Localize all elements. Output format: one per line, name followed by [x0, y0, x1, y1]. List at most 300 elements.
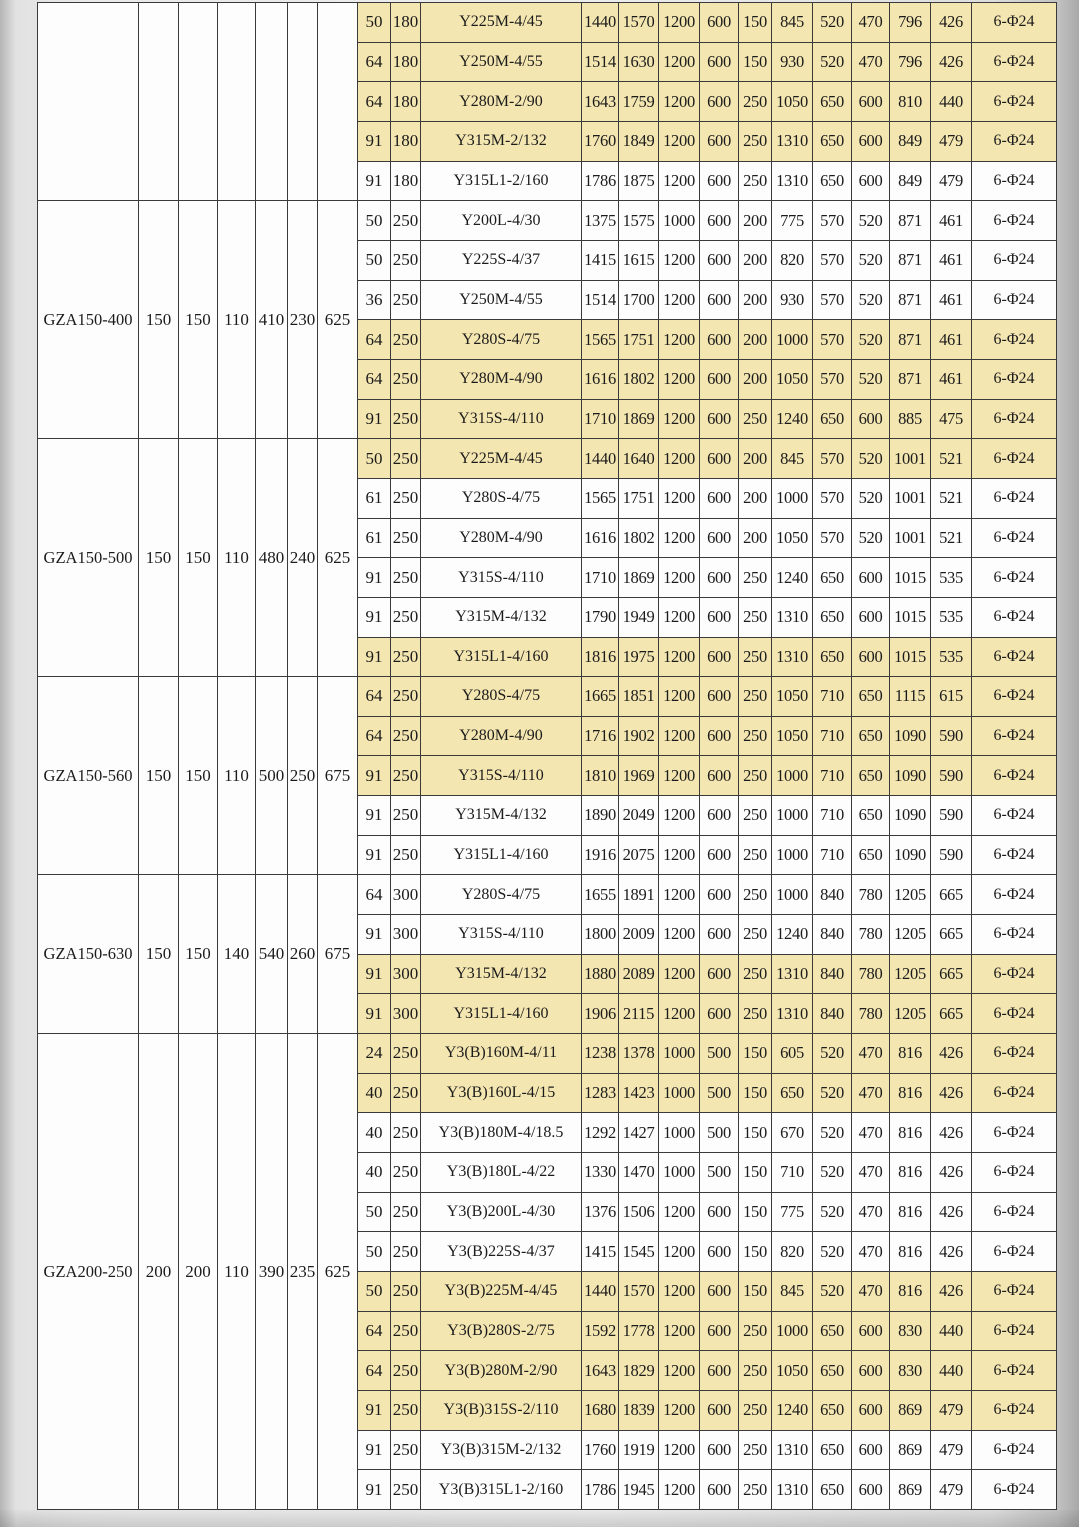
value-cell: 1310 [772, 597, 813, 637]
value-cell: 250 [391, 1034, 421, 1074]
dim-cell: 250 [288, 677, 318, 875]
value-cell: 869 [890, 1430, 931, 1470]
motor-model-cell: Y3(B)315M-2/132 [421, 1430, 582, 1470]
value-cell: 816 [890, 1153, 931, 1193]
value-cell: 1643 [582, 1351, 619, 1391]
value-cell: 440 [931, 82, 972, 122]
bolt-holes-cell: 6-Φ24 [972, 1073, 1057, 1113]
value-cell: 520 [852, 478, 890, 518]
value-cell: 1200 [659, 716, 700, 756]
value-cell: 1000 [772, 875, 813, 915]
value-cell: 1655 [582, 875, 619, 915]
value-cell: 1000 [659, 201, 700, 241]
dim-cell: 410 [256, 201, 288, 439]
value-cell: 871 [890, 201, 931, 241]
value-cell: 1001 [890, 478, 931, 518]
value-cell: 1200 [659, 3, 700, 43]
value-cell: 1015 [890, 637, 931, 677]
value-cell: 479 [931, 1470, 972, 1510]
value-cell: 1829 [619, 1351, 659, 1391]
value-cell: 91 [358, 1470, 391, 1510]
value-cell: 1200 [659, 954, 700, 994]
value-cell: 535 [931, 637, 972, 677]
value-cell: 1000 [659, 1073, 700, 1113]
value-cell: 570 [813, 201, 852, 241]
bolt-holes-cell: 6-Φ24 [972, 875, 1057, 915]
value-cell: 250 [391, 1430, 421, 1470]
value-cell: 845 [772, 439, 813, 479]
value-cell: 50 [358, 201, 391, 241]
value-cell: 1680 [582, 1390, 619, 1430]
value-cell: 670 [772, 1113, 813, 1153]
value-cell: 150 [739, 1153, 772, 1193]
value-cell: 200 [739, 439, 772, 479]
value-cell: 2075 [619, 835, 659, 875]
value-cell: 1839 [619, 1390, 659, 1430]
dim-cell [179, 3, 218, 201]
dim-cell: 230 [288, 201, 318, 439]
value-cell: 1916 [582, 835, 619, 875]
value-cell: 830 [890, 1311, 931, 1351]
value-cell: 250 [739, 1430, 772, 1470]
value-cell: 520 [813, 1034, 852, 1074]
value-cell: 600 [700, 439, 739, 479]
value-cell: 1440 [582, 439, 619, 479]
motor-model-cell: Y315M-4/132 [421, 597, 582, 637]
motor-model-cell: Y3(B)160L-4/15 [421, 1073, 582, 1113]
value-cell: 250 [391, 1153, 421, 1193]
value-cell: 1716 [582, 716, 619, 756]
motor-model-cell: Y280S-4/75 [421, 320, 582, 360]
bolt-holes-cell: 6-Φ24 [972, 1232, 1057, 1272]
value-cell: 710 [813, 835, 852, 875]
value-cell: 570 [813, 280, 852, 320]
value-cell: 1000 [659, 1153, 700, 1193]
value-cell: 600 [852, 1311, 890, 1351]
value-cell: 1969 [619, 756, 659, 796]
motor-model-cell: Y280M-4/90 [421, 518, 582, 558]
value-cell: 1778 [619, 1311, 659, 1351]
value-cell: 91 [358, 915, 391, 955]
value-cell: 2049 [619, 796, 659, 836]
value-cell: 600 [700, 121, 739, 161]
value-cell: 1919 [619, 1430, 659, 1470]
value-cell: 796 [890, 3, 931, 43]
value-cell: 64 [358, 677, 391, 717]
value-cell: 1090 [890, 756, 931, 796]
value-cell: 1376 [582, 1192, 619, 1232]
value-cell: 150 [739, 1034, 772, 1074]
value-cell: 1001 [890, 439, 931, 479]
value-cell: 300 [391, 994, 421, 1034]
spec-table-body [38, 3, 1057, 1510]
value-cell: 1565 [582, 320, 619, 360]
value-cell: 520 [813, 1153, 852, 1193]
value-cell: 650 [813, 82, 852, 122]
value-cell: 600 [700, 1430, 739, 1470]
value-cell: 615 [931, 677, 972, 717]
value-cell: 300 [391, 954, 421, 994]
value-cell: 1616 [582, 518, 619, 558]
value-cell: 600 [852, 399, 890, 439]
value-cell: 1514 [582, 42, 619, 82]
value-cell: 840 [813, 915, 852, 955]
dim-cell [139, 3, 179, 201]
motor-model-cell: Y315L1-4/160 [421, 994, 582, 1034]
value-cell: 440 [931, 1351, 972, 1391]
motor-model-cell: Y315S-4/110 [421, 558, 582, 598]
value-cell: 150 [739, 3, 772, 43]
bolt-holes-cell: 6-Φ24 [972, 201, 1057, 241]
value-cell: 1000 [772, 756, 813, 796]
value-cell: 1050 [772, 359, 813, 399]
value-cell: 250 [739, 954, 772, 994]
value-cell: 600 [700, 1232, 739, 1272]
value-cell: 780 [852, 994, 890, 1034]
value-cell: 590 [931, 716, 972, 756]
value-cell: 2115 [619, 994, 659, 1034]
value-cell: 1000 [659, 1113, 700, 1153]
value-cell: 520 [813, 3, 852, 43]
value-cell: 250 [391, 716, 421, 756]
bolt-holes-cell: 6-Φ24 [972, 835, 1057, 875]
value-cell: 780 [852, 875, 890, 915]
value-cell: 1240 [772, 558, 813, 598]
value-cell: 91 [358, 637, 391, 677]
value-cell: 250 [739, 716, 772, 756]
value-cell: 780 [852, 954, 890, 994]
value-cell: 520 [852, 240, 890, 280]
value-cell: 600 [852, 1351, 890, 1391]
value-cell: 520 [813, 1272, 852, 1312]
value-cell: 1790 [582, 597, 619, 637]
value-cell: 665 [931, 915, 972, 955]
value-cell: 1891 [619, 875, 659, 915]
dim-cell: 150 [139, 439, 179, 677]
value-cell: 250 [391, 478, 421, 518]
value-cell: 250 [739, 1351, 772, 1391]
model-cell: GZA150-500 [38, 439, 139, 677]
value-cell: 91 [358, 1390, 391, 1430]
value-cell: 24 [358, 1034, 391, 1074]
table-row [38, 201, 1057, 241]
value-cell: 1200 [659, 1430, 700, 1470]
value-cell: 600 [700, 280, 739, 320]
value-cell: 250 [391, 558, 421, 598]
model-cell: GZA150-400 [38, 201, 139, 439]
value-cell: 91 [358, 835, 391, 875]
value-cell: 1902 [619, 716, 659, 756]
value-cell: 1200 [659, 1311, 700, 1351]
motor-model-cell: Y225M-4/45 [421, 3, 582, 43]
value-cell: 650 [852, 835, 890, 875]
value-cell: 820 [772, 1232, 813, 1272]
value-cell: 710 [813, 756, 852, 796]
value-cell: 91 [358, 796, 391, 836]
value-cell: 930 [772, 42, 813, 82]
value-cell: 300 [391, 875, 421, 915]
value-cell: 426 [931, 1232, 972, 1272]
value-cell: 521 [931, 518, 972, 558]
value-cell: 1423 [619, 1073, 659, 1113]
value-cell: 426 [931, 1113, 972, 1153]
value-cell: 1816 [582, 637, 619, 677]
value-cell: 250 [391, 597, 421, 637]
bolt-holes-cell: 6-Φ24 [972, 1034, 1057, 1074]
value-cell: 1205 [890, 915, 931, 955]
value-cell: 840 [813, 954, 852, 994]
value-cell: 871 [890, 280, 931, 320]
value-cell: 470 [852, 1034, 890, 1074]
value-cell: 521 [931, 478, 972, 518]
value-cell: 1906 [582, 994, 619, 1034]
value-cell: 1050 [772, 518, 813, 558]
bolt-holes-cell: 6-Φ24 [972, 1272, 1057, 1312]
model-cell: GZA150-630 [38, 875, 139, 1034]
value-cell: 600 [852, 82, 890, 122]
motor-model-cell: Y225S-4/37 [421, 240, 582, 280]
bolt-holes-cell: 6-Φ24 [972, 439, 1057, 479]
motor-model-cell: Y3(B)160M-4/11 [421, 1034, 582, 1074]
value-cell: 500 [700, 1153, 739, 1193]
value-cell: 1802 [619, 359, 659, 399]
value-cell: 250 [391, 359, 421, 399]
value-cell: 1630 [619, 42, 659, 82]
value-cell: 250 [391, 637, 421, 677]
value-cell: 61 [358, 518, 391, 558]
value-cell: 1643 [582, 82, 619, 122]
dim-cell: 150 [179, 439, 218, 677]
value-cell: 520 [813, 1113, 852, 1153]
value-cell: 150 [739, 1113, 772, 1153]
dim-cell: 625 [318, 1034, 358, 1510]
value-cell: 250 [739, 637, 772, 677]
value-cell: 1015 [890, 558, 931, 598]
value-cell: 1050 [772, 716, 813, 756]
value-cell: 1875 [619, 161, 659, 201]
value-cell: 600 [700, 875, 739, 915]
value-cell: 1050 [772, 82, 813, 122]
value-cell: 1415 [582, 1232, 619, 1272]
value-cell: 250 [739, 597, 772, 637]
value-cell: 665 [931, 994, 972, 1034]
value-cell: 520 [852, 439, 890, 479]
bolt-holes-cell: 6-Φ24 [972, 954, 1057, 994]
value-cell: 1786 [582, 1470, 619, 1510]
value-cell: 665 [931, 875, 972, 915]
value-cell: 1200 [659, 82, 700, 122]
value-cell: 1310 [772, 1470, 813, 1510]
value-cell: 1090 [890, 835, 931, 875]
value-cell: 1975 [619, 637, 659, 677]
value-cell: 250 [739, 756, 772, 796]
value-cell: 250 [391, 677, 421, 717]
value-cell: 470 [852, 42, 890, 82]
value-cell: 64 [358, 359, 391, 399]
dim-cell [288, 3, 318, 201]
value-cell: 1015 [890, 597, 931, 637]
dim-cell: 200 [179, 1034, 218, 1510]
bolt-holes-cell: 6-Φ24 [972, 161, 1057, 201]
value-cell: 91 [358, 597, 391, 637]
value-cell: 64 [358, 1311, 391, 1351]
value-cell: 1200 [659, 915, 700, 955]
value-cell: 1700 [619, 280, 659, 320]
value-cell: 440 [931, 1311, 972, 1351]
bolt-holes-cell: 6-Φ24 [972, 399, 1057, 439]
value-cell: 520 [852, 320, 890, 360]
value-cell: 250 [739, 161, 772, 201]
dim-cell: 480 [256, 439, 288, 677]
model-cell: GZA150-560 [38, 677, 139, 875]
value-cell: 250 [391, 1390, 421, 1430]
value-cell: 250 [391, 1311, 421, 1351]
motor-model-cell: Y3(B)180M-4/18.5 [421, 1113, 582, 1153]
value-cell: 845 [772, 1272, 813, 1312]
value-cell: 300 [391, 915, 421, 955]
value-cell: 1200 [659, 796, 700, 836]
value-cell: 180 [391, 121, 421, 161]
dim-cell: 110 [218, 439, 256, 677]
value-cell: 50 [358, 1272, 391, 1312]
value-cell: 1200 [659, 518, 700, 558]
value-cell: 91 [358, 1430, 391, 1470]
value-cell: 50 [358, 1232, 391, 1272]
dim-cell: 140 [218, 875, 256, 1034]
value-cell: 650 [813, 399, 852, 439]
value-cell: 1200 [659, 320, 700, 360]
value-cell: 91 [358, 399, 391, 439]
table-row [38, 1034, 1057, 1074]
motor-model-cell: Y315S-4/110 [421, 399, 582, 439]
bolt-holes-cell: 6-Φ24 [972, 1153, 1057, 1193]
value-cell: 500 [700, 1113, 739, 1153]
bolt-holes-cell: 6-Φ24 [972, 1390, 1057, 1430]
value-cell: 91 [358, 954, 391, 994]
dim-cell: 260 [288, 875, 318, 1034]
value-cell: 520 [813, 1192, 852, 1232]
value-cell: 1200 [659, 240, 700, 280]
value-cell: 535 [931, 558, 972, 598]
value-cell: 600 [852, 1390, 890, 1430]
value-cell: 2089 [619, 954, 659, 994]
value-cell: 426 [931, 1034, 972, 1074]
value-cell: 665 [931, 954, 972, 994]
value-cell: 849 [890, 121, 931, 161]
value-cell: 1802 [619, 518, 659, 558]
value-cell: 61 [358, 478, 391, 518]
value-cell: 200 [739, 478, 772, 518]
value-cell: 1565 [582, 478, 619, 518]
value-cell: 600 [700, 756, 739, 796]
value-cell: 250 [739, 399, 772, 439]
bolt-holes-cell: 6-Φ24 [972, 994, 1057, 1034]
value-cell: 830 [890, 1351, 931, 1391]
value-cell: 1310 [772, 954, 813, 994]
table-row [38, 439, 1057, 479]
value-cell: 1000 [772, 835, 813, 875]
value-cell: 470 [852, 1113, 890, 1153]
value-cell: 470 [852, 1272, 890, 1312]
value-cell: 710 [813, 716, 852, 756]
motor-model-cell: Y3(B)315S-2/110 [421, 1390, 582, 1430]
value-cell: 650 [852, 756, 890, 796]
value-cell: 1200 [659, 677, 700, 717]
value-cell: 600 [700, 518, 739, 558]
value-cell: 1000 [772, 1311, 813, 1351]
value-cell: 1616 [582, 359, 619, 399]
value-cell: 521 [931, 439, 972, 479]
value-cell: 50 [358, 1192, 391, 1232]
bolt-holes-cell: 6-Φ24 [972, 82, 1057, 122]
value-cell: 1470 [619, 1153, 659, 1193]
bolt-holes-cell: 6-Φ24 [972, 320, 1057, 360]
value-cell: 426 [931, 1073, 972, 1113]
motor-model-cell: Y280M-2/90 [421, 82, 582, 122]
value-cell: 1050 [772, 677, 813, 717]
bolt-holes-cell: 6-Φ24 [972, 1351, 1057, 1391]
value-cell: 461 [931, 320, 972, 360]
value-cell: 600 [700, 1470, 739, 1510]
value-cell: 479 [931, 161, 972, 201]
value-cell: 1869 [619, 399, 659, 439]
value-cell: 600 [700, 915, 739, 955]
value-cell: 1310 [772, 994, 813, 1034]
value-cell: 1506 [619, 1192, 659, 1232]
value-cell: 650 [772, 1073, 813, 1113]
value-cell: 600 [700, 3, 739, 43]
value-cell: 816 [890, 1073, 931, 1113]
page-bottom-shadow [0, 1510, 1079, 1527]
motor-model-cell: Y250M-4/55 [421, 280, 582, 320]
value-cell: 1200 [659, 399, 700, 439]
motor-model-cell: Y315M-4/132 [421, 796, 582, 836]
value-cell: 426 [931, 1272, 972, 1312]
bolt-holes-cell: 6-Φ24 [972, 3, 1057, 43]
value-cell: 570 [813, 320, 852, 360]
motor-model-cell: Y3(B)200L-4/30 [421, 1192, 582, 1232]
value-cell: 1570 [619, 1272, 659, 1312]
motor-model-cell: Y315M-2/132 [421, 121, 582, 161]
value-cell: 600 [852, 637, 890, 677]
value-cell: 775 [772, 1192, 813, 1232]
value-cell: 650 [813, 558, 852, 598]
value-cell: 600 [852, 597, 890, 637]
bolt-holes-cell: 6-Φ24 [972, 240, 1057, 280]
value-cell: 570 [813, 439, 852, 479]
value-cell: 475 [931, 399, 972, 439]
dim-cell [318, 3, 358, 201]
dim-cell: 150 [179, 875, 218, 1034]
value-cell: 650 [813, 1430, 852, 1470]
value-cell: 1200 [659, 280, 700, 320]
value-cell: 250 [391, 1470, 421, 1510]
value-cell: 250 [739, 875, 772, 915]
value-cell: 1200 [659, 835, 700, 875]
value-cell: 820 [772, 240, 813, 280]
value-cell: 1759 [619, 82, 659, 122]
value-cell: 1000 [772, 478, 813, 518]
value-cell: 1710 [582, 558, 619, 598]
bolt-holes-cell: 6-Φ24 [972, 280, 1057, 320]
value-cell: 2009 [619, 915, 659, 955]
value-cell: 810 [890, 82, 931, 122]
dim-cell: 150 [139, 875, 179, 1034]
value-cell: 36 [358, 280, 391, 320]
value-cell: 64 [358, 1351, 391, 1391]
value-cell: 1751 [619, 320, 659, 360]
value-cell: 600 [700, 597, 739, 637]
